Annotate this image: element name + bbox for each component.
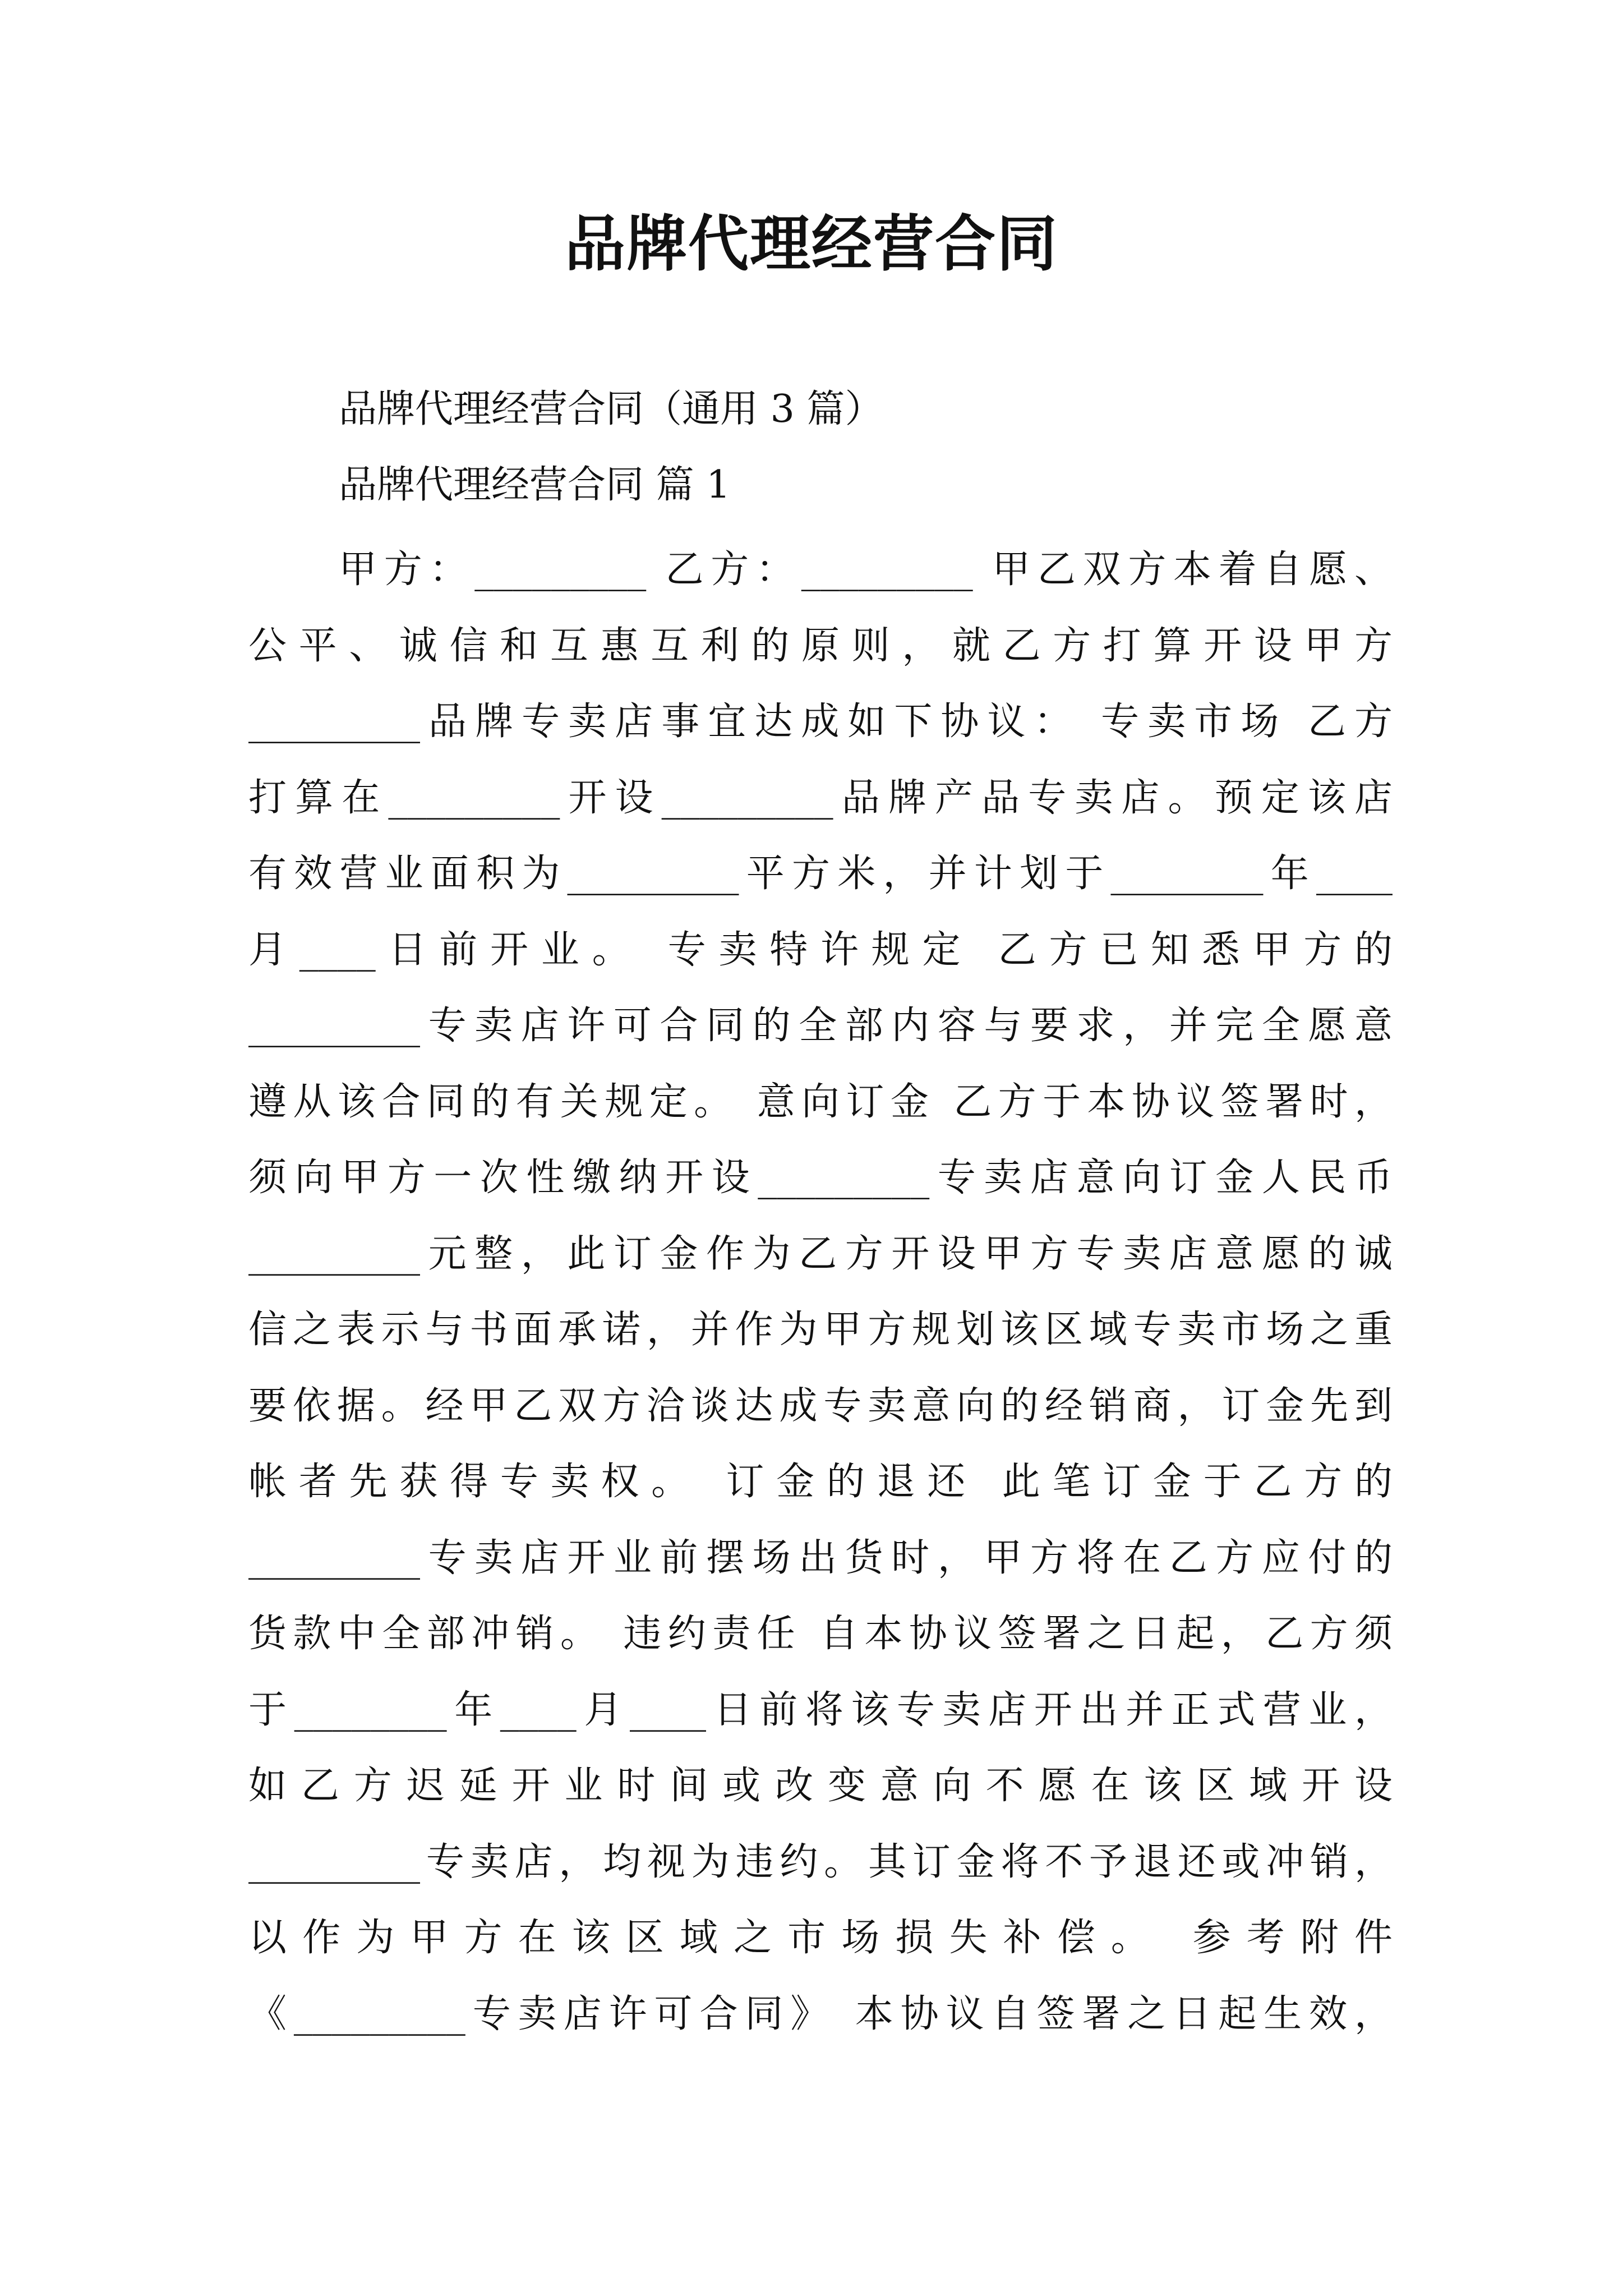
body-line: 货款中全部冲销。 违约责任 自本协议签署之日起，乙方须 [248, 1612, 1393, 1656]
body-line: 遵从该合同的有关规定。 意向订金 乙方于本协议签署时， [248, 1079, 1393, 1124]
body-line: _________品牌专卖店事宜达成如下协议： 专卖市场 乙方 [248, 700, 1393, 744]
body-line: 月____日前开业。 专卖特许规定 乙方已知悉甲方的 [248, 927, 1393, 972]
body-line: 如乙方迟延开业时间或改变意向不愿在该区域开设 [248, 1764, 1393, 1808]
body-line: 有效营业面积为_________平方米，并计划于________年____ [248, 852, 1393, 896]
body-line: 要依据。经甲乙双方洽谈达成专卖意向的经销商，订金先到 [248, 1383, 1393, 1428]
body-line: 帐者先获得专卖权。 订金的退还 此笔订金于乙方的 [248, 1460, 1393, 1504]
body-line: 《_________专卖店许可合同》 本协议自签署之日起生效， [248, 1991, 1393, 2036]
document-title: 品牌代理经营合同 [564, 209, 1058, 279]
document-subtitle: 品牌代理经营合同（通用 3 篇） [339, 387, 883, 431]
body-line: _________元整，此订金作为乙方开设甲方专卖店意愿的诚 [248, 1231, 1393, 1276]
body-line: 公平、诚信和互惠互利的原则，就乙方打算开设甲方 [248, 623, 1393, 668]
body-line: 甲方：_________ 乙方：_________ 甲乙双方本着自愿、 [339, 547, 1393, 592]
body-line: 以作为甲方在该区域之市场损失补偿。 参考附件 [248, 1916, 1393, 1960]
contract-body [248, 532, 1393, 2052]
body-line: 信之表示与书面承诺，并作为甲方规划该区域专卖市场之重 [248, 1308, 1393, 1352]
body-line: 打算在_________开设_________品牌产品专卖店。预定该店 [248, 775, 1393, 820]
body-line: _________专卖店，均视为违约。其订金将不予退还或冲销， [248, 1839, 1393, 1884]
body-line: 须向甲方一次性缴纳开设_________专卖店意向订金人民币 [248, 1156, 1393, 1200]
body-line: _________专卖店开业前摆场出货时，甲方将在乙方应付的 [248, 1535, 1393, 1580]
section-heading: 品牌代理经营合同 篇 1 [339, 463, 731, 507]
body-line: _________专卖店许可合同的全部内容与要求，并完全愿意 [248, 1004, 1393, 1048]
body-line: 于________年____月____日前将该专卖店开出并正式营业， [248, 1687, 1393, 1732]
